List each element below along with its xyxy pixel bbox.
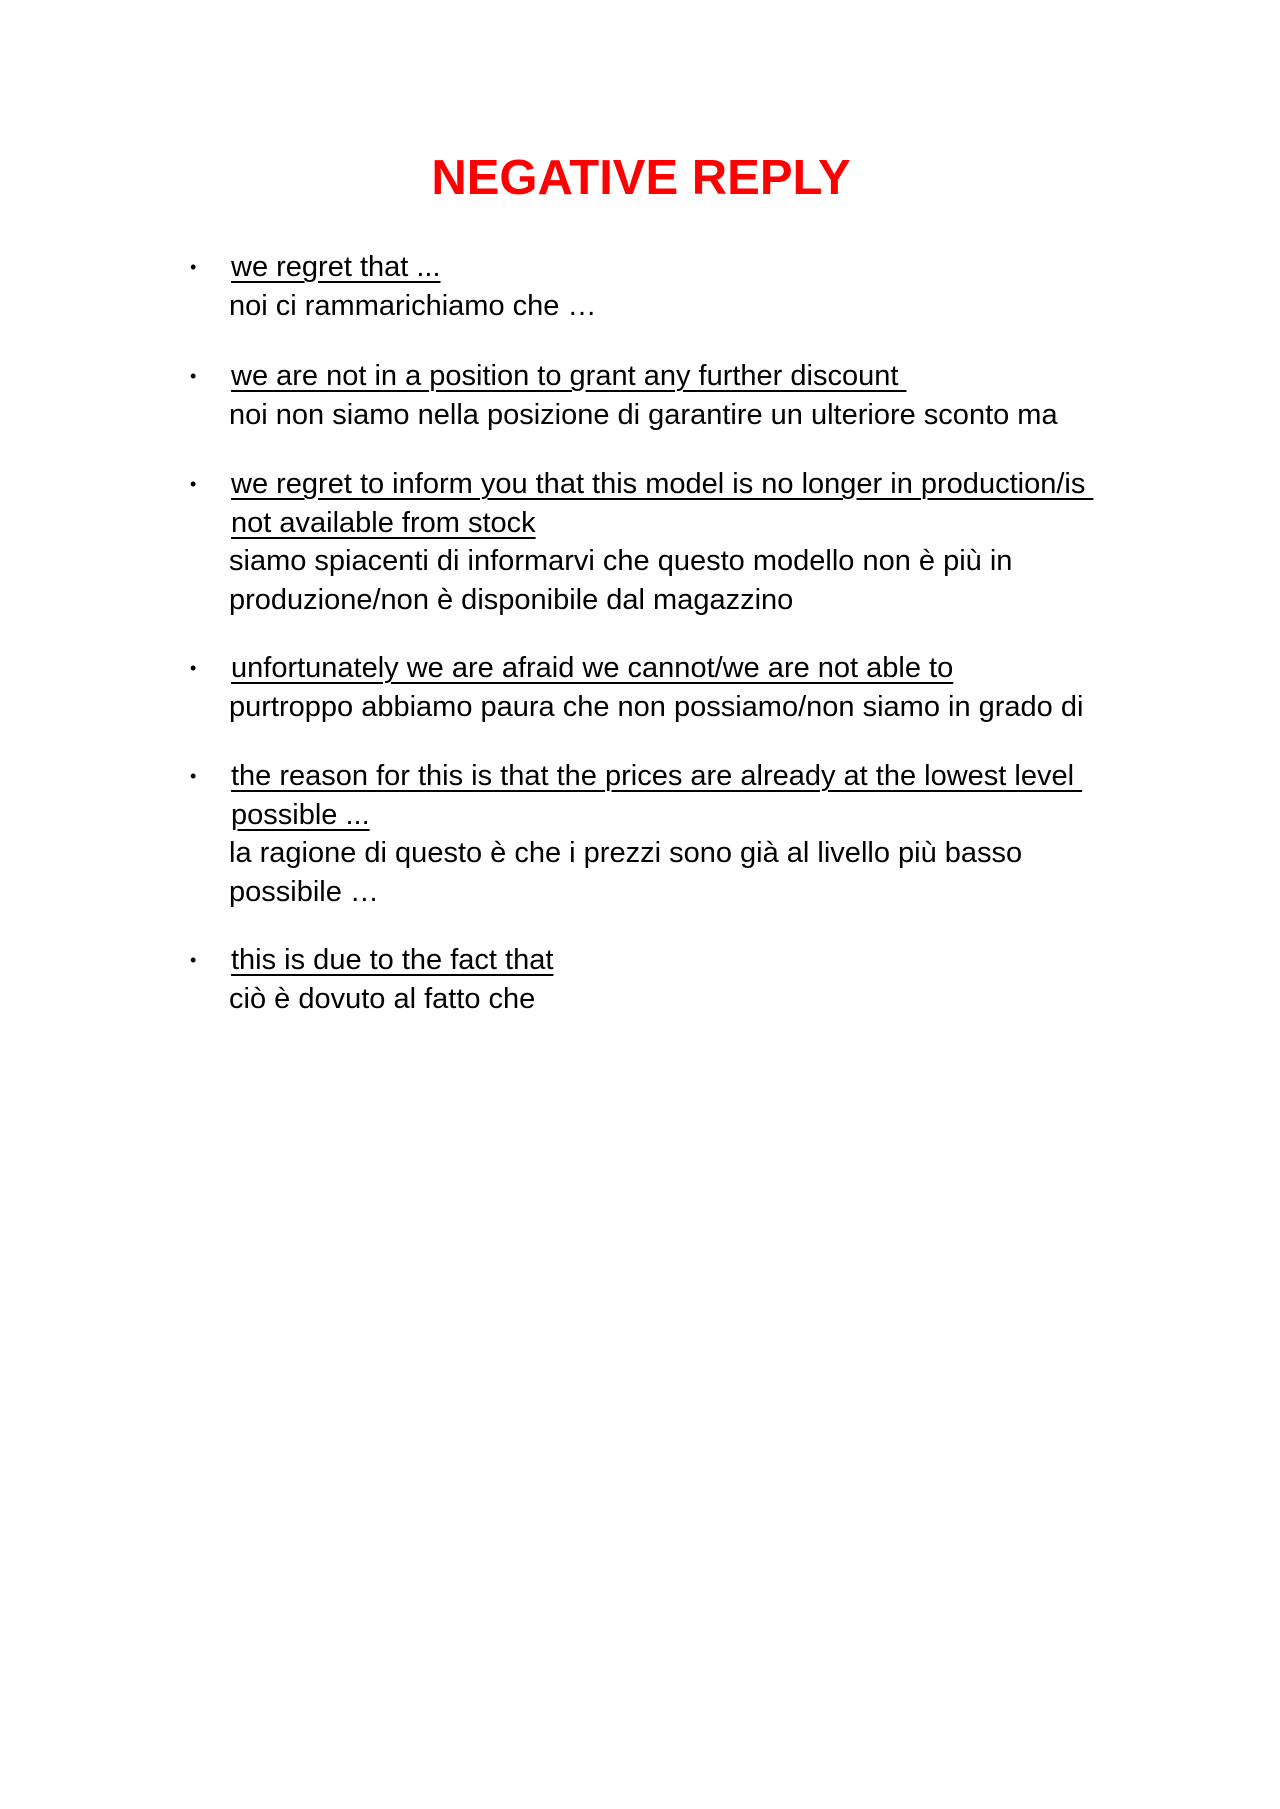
english-phrase: the reason for this is that the prices are already at the lowest level possible ... bbox=[231, 760, 1075, 831]
italian-translation: ciò è dovuto al fatto che bbox=[229, 983, 536, 1015]
bullet-icon: • bbox=[190, 658, 197, 678]
italian-translation: siamo spiacenti di informarvi che questo modello non è più in produzione/non è disponibile dal magazzino bbox=[229, 545, 1013, 616]
italian-translation: purtroppo abbiamo paura che non possiamo/non siamo in grado di bbox=[229, 691, 1084, 723]
page-title: NEGATIVE REPLY bbox=[431, 151, 851, 205]
italian-translation: noi non siamo nella posizione di garantire un ulteriore sconto ma bbox=[229, 399, 1058, 431]
english-phrase: we regret to inform you that this model is no longer in production/is not available from stock bbox=[231, 468, 1086, 539]
english-phrase: unfortunately we are afraid we cannot/we are not able to bbox=[231, 652, 954, 684]
bullet-icon: • bbox=[190, 950, 197, 970]
english-phrase: we regret that ... bbox=[231, 251, 441, 283]
bullet-icon: • bbox=[190, 766, 197, 786]
english-phrase: this is due to the fact that bbox=[231, 944, 554, 976]
english-phrase: we are not in a position to grant any further discount bbox=[231, 360, 907, 392]
italian-translation: noi ci rammarichiamo che … bbox=[229, 290, 597, 322]
bullet-icon: • bbox=[190, 257, 197, 277]
bullet-icon: • bbox=[190, 474, 197, 494]
italian-translation: la ragione di questo è che i prezzi sono già al livello più basso possibile … bbox=[229, 837, 1023, 908]
bullet-icon: • bbox=[190, 366, 197, 386]
